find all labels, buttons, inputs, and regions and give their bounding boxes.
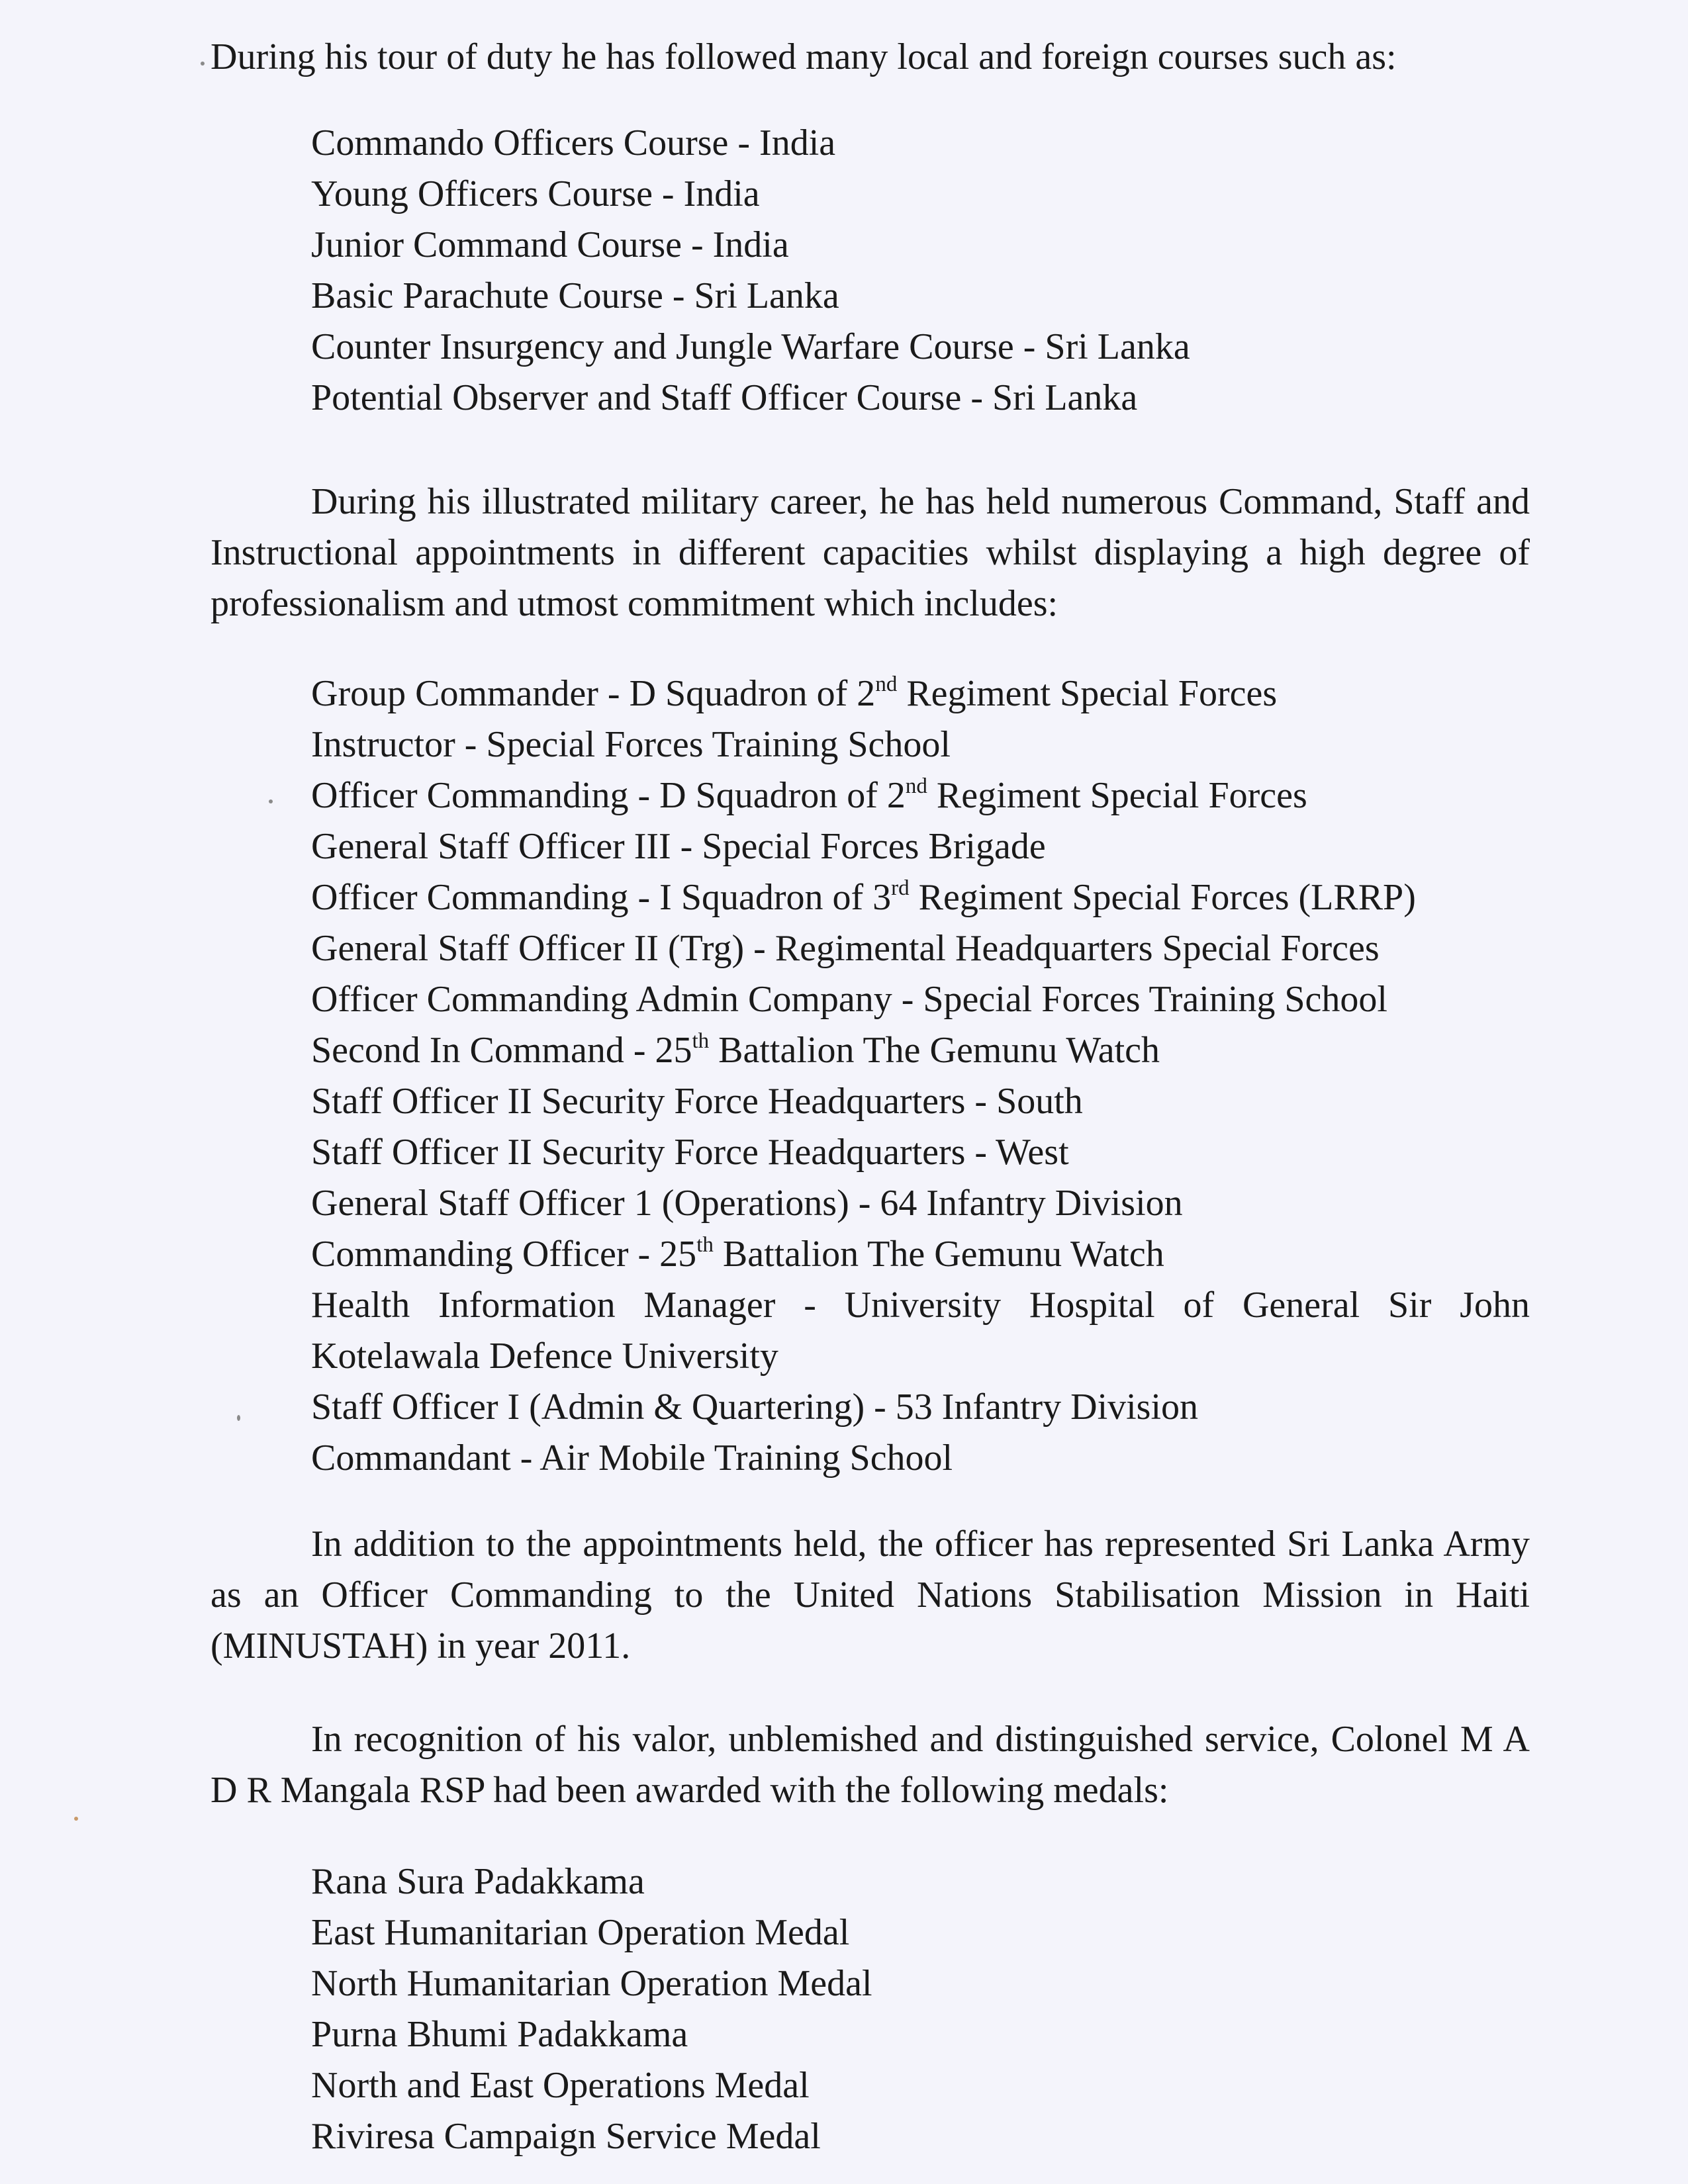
list-item: Counter Insurgency and Jungle Warfare Course - Sri Lanka [311,326,1190,367]
list-item: North and East Operations Medal [311,2065,810,2106]
appointments-list [311,668,1530,1484]
list-item: Officer Commanding - D Squadron of 2nd Regiment Special Forces [311,774,1307,816]
list-item: Staff Officer I (Admin & Quartering) - 53 Infantry Division [311,1387,1199,1428]
list-item: Officer Commanding - I Squadron of 3rd Regiment Special Forces (LRRP) [311,876,1416,918]
un-text: In addition to the appointments held, the officer has represented Sri Lanka Army as an Officer Commanding to the United Nations Stabilisation Mission in Haiti (MINUSTAH) in year 2011. [211,1524,1530,1666]
medals-paragraph [211,1714,1530,1816]
list-item: Riviresa Campaign Service Medal [311,2116,821,2157]
intro-text: During his tour of duty he has followed many local and foreign courses such as: [211,36,1397,77]
list-item: Commanding Officer - 25th Battalion The Gemunu Watch [311,1233,1164,1275]
list-item: Staff Officer II Security Force Headquarters - West [311,1132,1069,1173]
list-item: Health Information Manager - University Hospital of General Sir John Kotelawala Defence University [311,1285,1530,1377]
un-paragraph [211,1519,1530,1672]
list-item: Commando Officers Course - India [311,122,836,163]
list-item: Staff Officer II Security Force Headquarters - South [311,1081,1083,1122]
list-item: Young Officers Course - India [311,173,760,214]
intro-paragraph [211,32,1530,83]
list-item: North Humanitarian Operation Medal [311,1963,872,2004]
medals-list [311,1856,1530,2162]
medals-text: In recognition of his valor, unblemished and distinguished service, Colonel M A D R Mangala RSP had been awarded with the following medals: [211,1719,1530,1811]
list-item: Rana Sura Padakkama [311,1861,645,1902]
list-item: Purna Bhumi Padakkama [311,2014,688,2055]
list-item: East Humanitarian Operation Medal [311,1912,850,1953]
list-item: Group Commander - D Squadron of 2nd Regiment Special Forces [311,672,1278,714]
scan-speck [237,1415,240,1421]
list-item: General Staff Officer III - Special Forces Brigade [311,826,1046,867]
scan-speck [269,799,273,803]
list-item: Second In Command - 25th Battalion The Gemunu Watch [311,1029,1160,1071]
career-text: During his illustrated military career, he has held numerous Command, Staff and Instructional appointments in different capacities whilst displaying a high degree of professionalism and utmost commitment which includes: [211,481,1530,624]
list-item: General Staff Officer II (Trg) - Regimental Headquarters Special Forces [311,928,1380,969]
courses-list [311,118,1530,424]
scan-speck [74,1817,78,1821]
career-paragraph [211,477,1530,629]
list-item: Instructor - Special Forces Training School [311,724,951,765]
list-item: Officer Commanding Admin Company - Special Forces Training School [311,979,1387,1020]
list-item: Potential Observer and Staff Officer Course - Sri Lanka [311,377,1138,418]
scan-speck [201,62,205,66]
list-item: General Staff Officer 1 (Operations) - 64 Infantry Division [311,1183,1183,1224]
list-item: Commandant - Air Mobile Training School [311,1437,953,1479]
list-item: Basic Parachute Course - Sri Lanka [311,275,839,316]
list-item: Junior Command Course - India [311,224,789,265]
